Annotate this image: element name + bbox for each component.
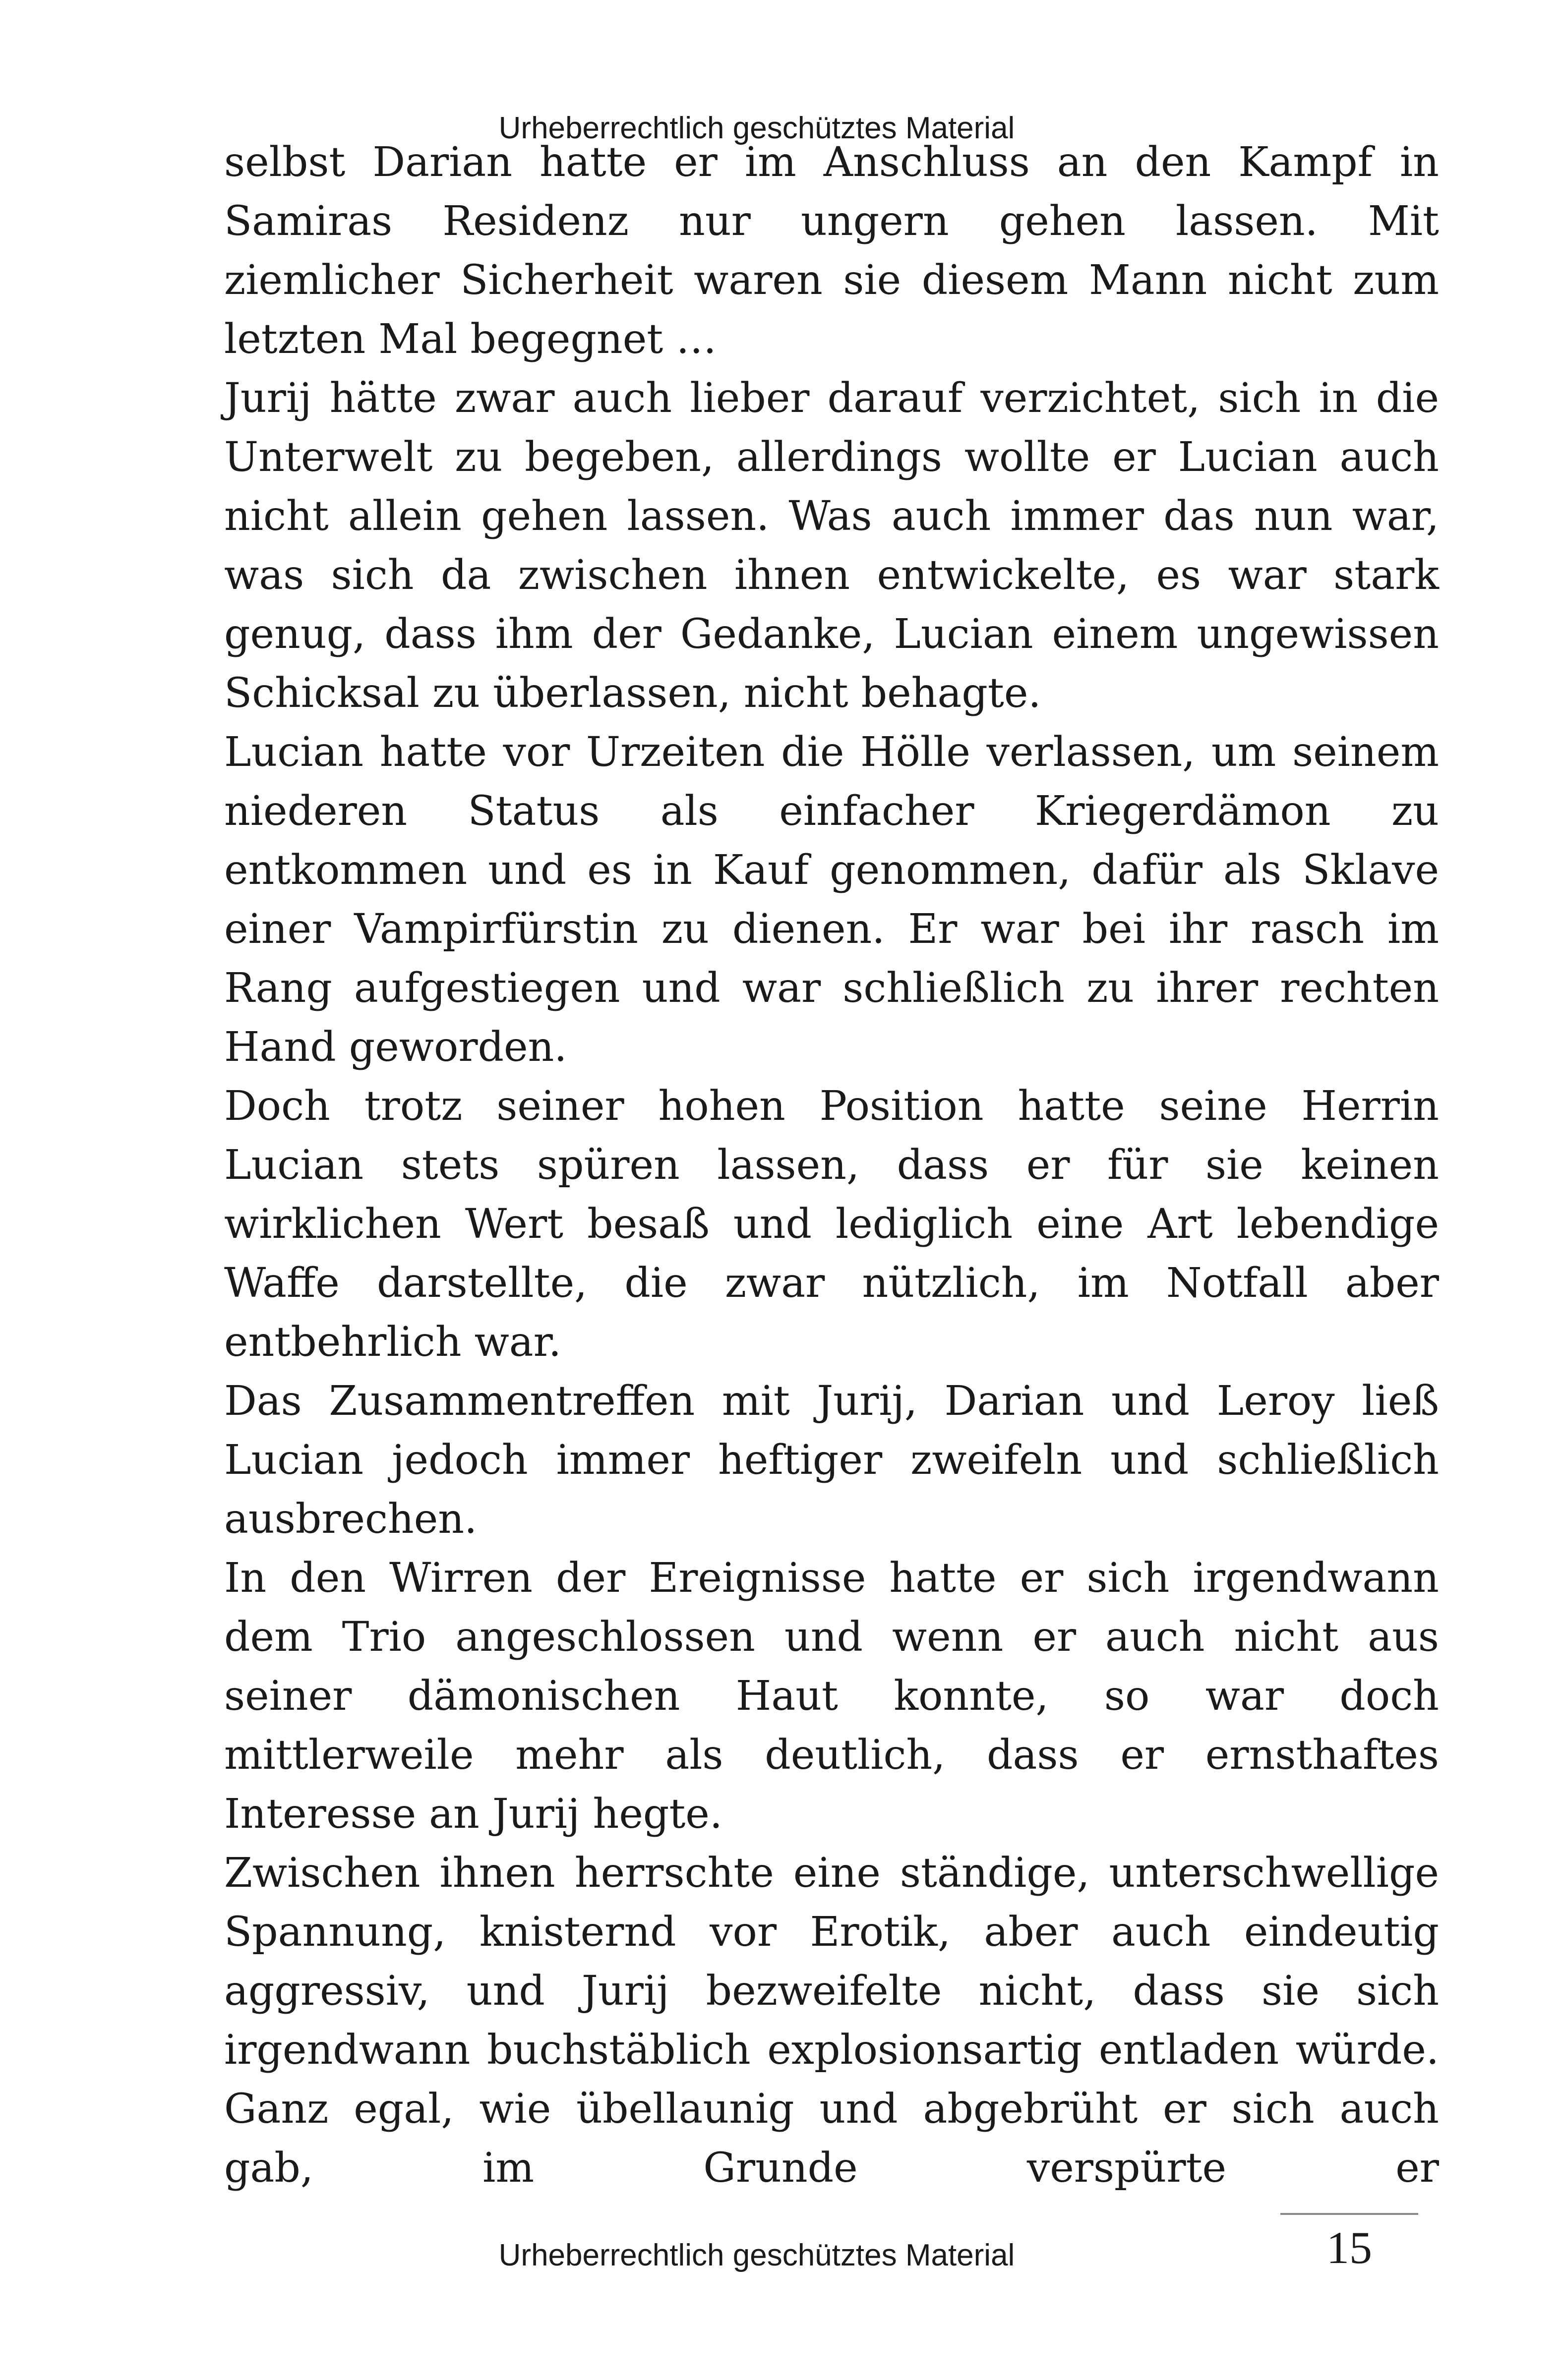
paragraph-4: Doch trotz seiner hohen Position hatte seine Herrin Lucian stets spüren lassen, dass er für sie keinen wirklichen Wert besaß und lediglich eine Art lebendige Waffe darstellte, die zwar nützlich, im Notfall aber entbehrlich war. [224, 1083, 1439, 1366]
watermark-top-text: Urheberrechtlich geschütztes Material [498, 111, 1015, 145]
watermark-bottom-text: Urheberrechtlich geschütztes Material [498, 2238, 1015, 2272]
body-text [224, 133, 1439, 2198]
page-number: 15 [1326, 2222, 1372, 2273]
paragraph-5: Das Zusammentreffen mit Jurij, Darian und Leroy ließ Lucian jedoch immer heftiger zweifeln und schließlich ausbrechen. [224, 1378, 1439, 1543]
paragraph-7: Zwischen ihnen herrschte eine ständige, unterschwellige Spannung, knisternd vor Erotik, aber auch eindeutig aggressiv, und Jurij bezweifelte nicht, dass sie sich irgendwann buchstäblich explosionsartig entladen würde. Ganz egal, wie übellaunig und abgebrüht er sich auch gab, im Grunde verspürte er [224, 1850, 1439, 2192]
paragraph-1: selbst Darian hatte er im Anschluss an den Kampf in Samiras Residenz nur ungern gehen lassen. Mit ziemlicher Sicherheit waren sie diesem Mann nicht zum letzten Mal begegnet … [224, 139, 1439, 363]
page-number-rule [1280, 2213, 1418, 2215]
paragraph-2: Jurij hätte zwar auch lieber darauf verzichtet, sich in die Unterwelt zu begeben, allerdings wollte er Lucian auch nicht allein gehen lassen. Was auch immer das nun war, was sich da zwischen ihnen entwickelte, es war stark genug, dass ihm der Gedanke, Lucian einem ungewissen Schicksal zu überlassen, nicht behagte. [224, 375, 1439, 717]
paragraph-3: Lucian hatte vor Urzeiten die Hölle verlassen, um seinem niederen Status als einfacher Kriegerdämon zu entkommen und es in Kauf genommen, dafür als Sklave einer Vampirfürstin zu dienen. Er war bei ihr rasch im Rang aufgestiegen und war schließlich zu ihrer rechten Hand geworden. [224, 729, 1439, 1071]
copyright-watermark-bottom [0, 2240, 1563, 2271]
paragraph-6: In den Wirren der Ereignisse hatte er sich irgendwann dem Trio angeschlossen und wenn er auch nicht aus seiner dämonischen Haut konnte, so war doch mittlerweile mehr als deutlich, dass er ernsthaftes Interesse an Jurij hegte. [224, 1555, 1439, 1838]
